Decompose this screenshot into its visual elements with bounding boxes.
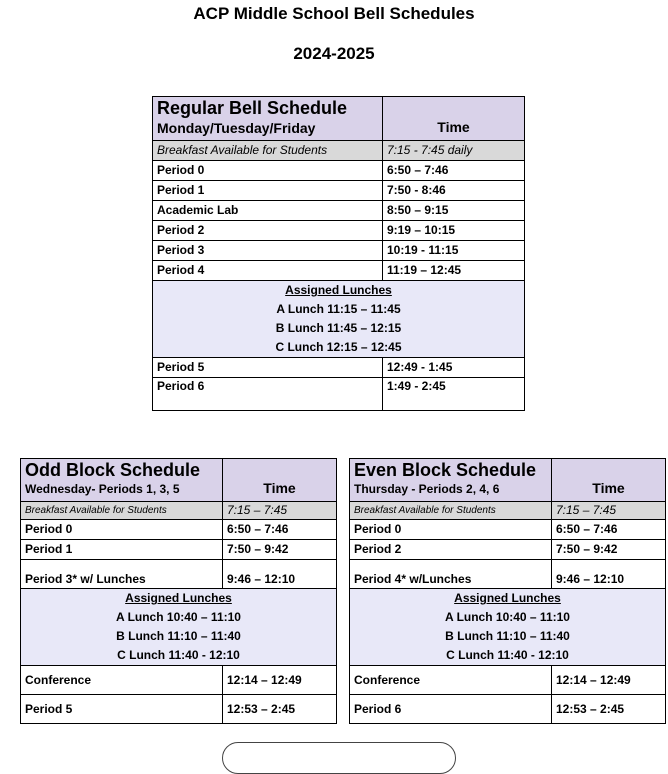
period-label: Period 3 <box>153 241 383 261</box>
odd-time-header: Time <box>223 459 337 502</box>
odd-lunches <box>21 589 337 666</box>
period-label: Academic Lab <box>153 201 383 221</box>
period-time: 12:53 – 2:45 <box>552 695 666 724</box>
period-label: Period 1 <box>153 181 383 201</box>
breakfast-time: 7:15 - 7:45 daily <box>383 141 525 161</box>
lunch-a: A Lunch 10:40 – 11:10 <box>445 610 570 624</box>
lunch-b: B Lunch 11:10 – 11:40 <box>445 629 570 643</box>
odd-block-schedule-table <box>20 458 337 724</box>
even-heading: Even Block Schedule <box>354 460 537 480</box>
school-year: 2024-2025 <box>293 44 375 63</box>
even-lunches <box>350 589 666 666</box>
lunch-title: Assigned Lunches <box>454 591 561 605</box>
page-scroll-indicator <box>222 742 456 774</box>
period-label: Period 1 <box>21 540 223 560</box>
odd-heading: Odd Block Schedule <box>25 460 201 480</box>
regular-schedule-table <box>152 96 525 411</box>
period-time: 6:50 – 7:46 <box>552 520 666 540</box>
breakfast-label: Breakfast Available for Students <box>21 502 223 520</box>
lunch-c: C Lunch 11:40 - 12:10 <box>446 648 569 662</box>
period-time: 11:19 – 12:45 <box>383 261 525 281</box>
period-label: Period 6 <box>350 695 552 724</box>
lunch-a: A Lunch 10:40 – 11:10 <box>116 610 241 624</box>
period-label: Period 2 <box>350 540 552 560</box>
even-days: Thursday - Periods 2, 4, 6 <box>354 482 500 496</box>
period-time: 10:19 - 11:15 <box>383 241 525 261</box>
lunch-title: Assigned Lunches <box>125 591 232 605</box>
period-time: 12:14 – 12:49 <box>552 666 666 695</box>
period-time: 7:50 - 8:46 <box>383 181 525 201</box>
breakfast-label: Breakfast Available for Students <box>153 141 383 161</box>
period-label: Period 4 <box>153 261 383 281</box>
period-time: 6:50 – 7:46 <box>383 161 525 181</box>
period-time: 12:53 – 2:45 <box>223 695 337 724</box>
period-label: Conference <box>350 666 552 695</box>
lunch-title: Assigned Lunches <box>285 283 392 297</box>
period-time: 8:50 – 9:15 <box>383 201 525 221</box>
period-time: 6:50 – 7:46 <box>223 520 337 540</box>
lunch-c: C Lunch 12:15 – 12:45 <box>275 340 402 354</box>
odd-header <box>21 459 223 502</box>
period-label: Period 0 <box>21 520 223 540</box>
breakfast-time: 7:15 – 7:45 <box>552 502 666 520</box>
period-label: Period 6 <box>153 378 383 411</box>
period-label: Period 0 <box>350 520 552 540</box>
period-time: 7:50 – 9:42 <box>223 540 337 560</box>
regular-heading: Regular Bell Schedule <box>157 98 348 118</box>
period-label: Period 5 <box>153 358 383 378</box>
period-label: Period 0 <box>153 161 383 181</box>
regular-time-header: Time <box>383 97 525 141</box>
period-label: Period 4* w/Lunches <box>350 560 552 589</box>
period-time: 9:46 – 12:10 <box>552 560 666 589</box>
page-title: ACP Middle School Bell Schedules <box>193 4 475 23</box>
regular-header <box>153 97 383 141</box>
regular-lunches <box>153 281 525 358</box>
even-header <box>350 459 552 502</box>
period-label: Period 5 <box>21 695 223 724</box>
lunch-b: B Lunch 11:10 – 11:40 <box>116 629 241 643</box>
odd-days: Wednesday- Periods 1, 3, 5 <box>25 482 180 496</box>
period-time: 9:19 – 10:15 <box>383 221 525 241</box>
period-time: 12:49 - 1:45 <box>383 358 525 378</box>
lunch-a: A Lunch 11:15 – 11:45 <box>276 302 401 316</box>
breakfast-time: 7:15 – 7:45 <box>223 502 337 520</box>
period-time: 7:50 – 9:42 <box>552 540 666 560</box>
period-time: 9:46 – 12:10 <box>223 560 337 589</box>
period-time: 1:49 - 2:45 <box>383 378 525 411</box>
lunch-b: B Lunch 11:45 – 12:15 <box>275 321 402 335</box>
period-label: Period 2 <box>153 221 383 241</box>
even-time-header: Time <box>552 459 666 502</box>
breakfast-label: Breakfast Available for Students <box>350 502 552 520</box>
period-label: Period 3* w/ Lunches <box>21 560 223 589</box>
even-block-schedule-table <box>349 458 666 724</box>
regular-days: Monday/Tuesday/Friday <box>157 120 316 136</box>
period-time: 12:14 – 12:49 <box>223 666 337 695</box>
lunch-c: C Lunch 11:40 - 12:10 <box>117 648 240 662</box>
period-label: Conference <box>21 666 223 695</box>
